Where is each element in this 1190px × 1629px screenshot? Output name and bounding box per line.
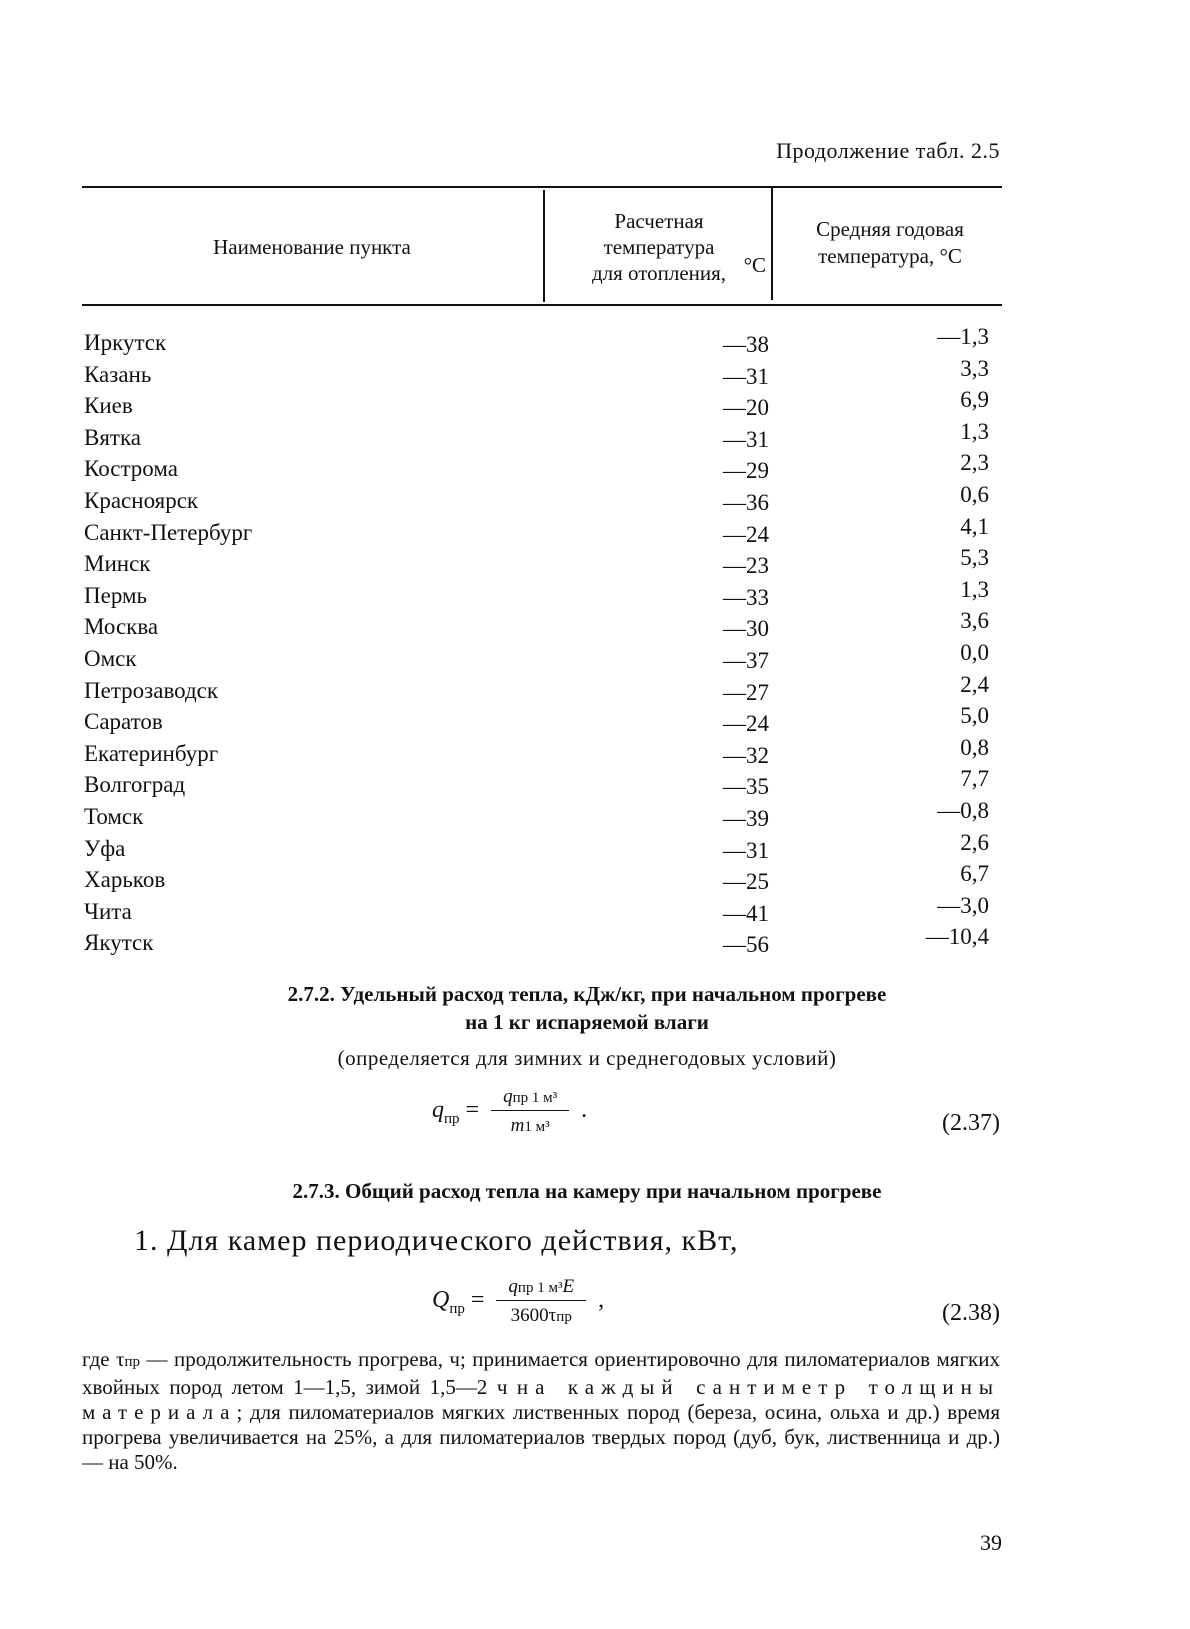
- design-temperature-value: —25: [723, 869, 769, 895]
- design-temperature-value: —56: [723, 932, 769, 958]
- formula-2-37-eq: =: [465, 1097, 480, 1124]
- table-header-rule: [82, 304, 1002, 306]
- formula-2-38-num-tail: E: [562, 1276, 575, 1297]
- section-2-7-2-title-line-1: 2.7.2. Удельный расход тепла, кДж/кг, при начальном прогреве: [287, 982, 887, 1006]
- average-temperature-value: 6,9: [960, 387, 989, 413]
- city-name: Саратов: [84, 709, 163, 735]
- design-temperature-value: —32: [723, 742, 769, 768]
- design-temperature-value: —31: [723, 426, 769, 452]
- design-temperature-value: —24: [723, 521, 769, 547]
- design-temperature-value: —31: [723, 363, 769, 389]
- header-avg-line-2: температура, °C: [818, 244, 962, 268]
- average-temperature-value: 4,1: [960, 513, 989, 539]
- city-name: Иркутск: [84, 330, 167, 355]
- city-name: Пермь: [84, 582, 148, 608]
- formula-2-38-den-var: 3600τ: [510, 1305, 557, 1326]
- explanatory-paragraph: [82, 1347, 1000, 1475]
- formula-2-38-num-var: q: [508, 1276, 518, 1297]
- city-name: Кострома: [84, 456, 178, 482]
- formula-2-38-lhs: Q: [432, 1287, 450, 1314]
- average-temperature-value: 2,3: [960, 450, 989, 476]
- average-temperature-value: 1,3: [960, 418, 989, 444]
- city-name: Москва: [84, 614, 159, 640]
- paragraph-tau-subscript: пр: [124, 1354, 141, 1370]
- city-name: Вятка: [84, 424, 142, 450]
- formula-2-37-num-var: q: [503, 1086, 513, 1107]
- design-temperature-value: —23: [723, 553, 769, 579]
- formula-2-38-tail: ,: [598, 1287, 605, 1314]
- average-temperature-value: 2,4: [960, 671, 989, 697]
- design-temperature-value: —27: [723, 679, 769, 705]
- formula-2-37-num-sub: пр 1 м³: [512, 1090, 558, 1106]
- average-temperature-value: —1,3: [937, 324, 989, 349]
- average-temperature-value: 3,6: [960, 608, 989, 634]
- header-average-temperature: [778, 216, 1002, 270]
- design-temperature-value: —30: [723, 616, 769, 642]
- formula-2-37-numerator: [491, 1086, 569, 1111]
- list-item-1: 1. Для камер периодического действия, кВт,: [134, 1224, 739, 1257]
- table-continuation-label: Продолжение табл. 2.5: [776, 138, 1000, 163]
- design-temperature-value: —20: [723, 395, 769, 421]
- paragraph-part-2: — продолжительность прогрева, ч; принимается ориентировочно для пиломатериалов мягких хвойных пород летом 1—1,5, зимой 1,5—2 ч: [82, 1347, 1000, 1399]
- column-divider-2: [771, 188, 773, 300]
- header-calc-unit: °C: [743, 253, 766, 277]
- header-design-temperature: [548, 208, 770, 286]
- formula-2-38-num-sub: пр 1 м³: [517, 1280, 563, 1296]
- city-name: Екатеринбург: [84, 740, 219, 766]
- header-calc-line-3: для отопления,: [591, 261, 727, 285]
- formula-2-37-lhs-sub: пр: [444, 1110, 460, 1127]
- city-name: Казань: [84, 361, 152, 387]
- average-temperature-value: 2,6: [960, 829, 989, 855]
- average-temperature-value: 6,7: [960, 861, 989, 887]
- equation-number-2-37: (2.37): [942, 1110, 1000, 1136]
- formula-2-38-fraction: [496, 1276, 586, 1327]
- formula-2-37: [432, 1086, 587, 1137]
- average-temperature-value: 0,8: [960, 734, 989, 760]
- paragraph-spaced-phrase: на каждый сантиметр толщины материала: [82, 1375, 1000, 1424]
- design-temperature-value: —37: [723, 647, 769, 673]
- formula-2-37-tail: .: [581, 1097, 588, 1124]
- design-temperature-value: —31: [723, 837, 769, 863]
- average-temperature-value: 5,0: [960, 703, 989, 729]
- header-calc-line-2: температура: [603, 235, 715, 259]
- section-2-7-2-note: (определяется для зимних и среднегодовых условий): [337, 1046, 837, 1070]
- city-name: Волгоград: [84, 772, 186, 798]
- average-temperature-value: 7,7: [960, 766, 989, 792]
- design-temperature-value: —41: [723, 900, 769, 926]
- table-top-rule: [82, 186, 1002, 188]
- city-name: Уфа: [84, 835, 126, 861]
- city-name: Киев: [84, 393, 133, 419]
- table-row: [84, 924, 1004, 962]
- city-name: Харьков: [84, 867, 166, 893]
- formula-2-38-denominator: [511, 1301, 572, 1327]
- table-body: [84, 324, 1004, 962]
- city-name: Якутск: [84, 930, 154, 956]
- design-temperature-value: —24: [723, 711, 769, 737]
- city-name: Красноярск: [84, 487, 199, 513]
- section-2-7-2-title: [82, 980, 1092, 1036]
- design-temperature-value: —39: [723, 805, 769, 831]
- city-name: Чита: [84, 898, 132, 924]
- formula-2-37-fraction: [491, 1086, 569, 1137]
- average-temperature-value: 3,3: [960, 355, 989, 381]
- formula-2-38-lhs-sub: пр: [449, 1300, 465, 1317]
- paragraph-part-1: где τ: [82, 1347, 125, 1371]
- city-name: Омск: [84, 645, 137, 671]
- city-name: Санкт-Петербург: [84, 519, 253, 545]
- formula-2-38: [432, 1276, 604, 1327]
- column-divider-1: [543, 190, 545, 302]
- section-2-7-3-title: 2.7.3. Общий расход тепла на камеру при начальном прогреве: [292, 1179, 882, 1203]
- city-name: Петрозаводск: [84, 677, 219, 703]
- design-temperature-value: —36: [723, 489, 769, 515]
- average-temperature-value: —10,4: [925, 924, 989, 950]
- section-2-7-2-title-line-2: на 1 кг испаряемой влаги: [465, 1010, 709, 1034]
- average-temperature-value: —3,0: [937, 892, 989, 918]
- design-temperature-value: —38: [723, 332, 769, 357]
- formula-2-37-lhs: q: [432, 1097, 444, 1124]
- design-temperature-value: —29: [723, 458, 769, 484]
- city-name: Томск: [84, 803, 144, 829]
- design-temperature-value: —33: [723, 584, 769, 610]
- design-temperature-value: —35: [723, 774, 769, 800]
- header-calc-line-1: Расчетная: [614, 209, 704, 233]
- formula-2-37-den-var: m: [510, 1115, 525, 1136]
- average-temperature-value: 5,3: [960, 545, 989, 571]
- formula-2-37-denominator: [511, 1111, 550, 1137]
- city-name: Минск: [84, 551, 151, 577]
- formula-2-38-den-sub: пр: [556, 1309, 572, 1325]
- average-temperature-value: 0,6: [960, 481, 989, 507]
- equation-number-2-38: (2.38): [942, 1300, 1000, 1326]
- formula-2-37-den-sub: 1 м³: [524, 1119, 550, 1135]
- page-number: 39: [980, 1530, 1002, 1555]
- formula-2-38-eq: =: [470, 1287, 485, 1314]
- header-avg-line-1: Средняя годовая: [816, 217, 964, 241]
- header-city-name: Наименование пункта: [213, 235, 411, 259]
- paragraph-part-3: ; для пиломатериалов мягких лиственных пород (береза, осина, ольха и др.) время прогрева увеличивается на 25%, а для пиломатериалов твердых пород (дуб, бук, лиственница и др.) — на 50%.: [82, 1400, 1000, 1474]
- formula-2-38-numerator: [496, 1276, 586, 1301]
- average-temperature-value: 0,0: [960, 639, 989, 665]
- average-temperature-value: —0,8: [937, 797, 989, 823]
- average-temperature-value: 1,3: [960, 576, 989, 602]
